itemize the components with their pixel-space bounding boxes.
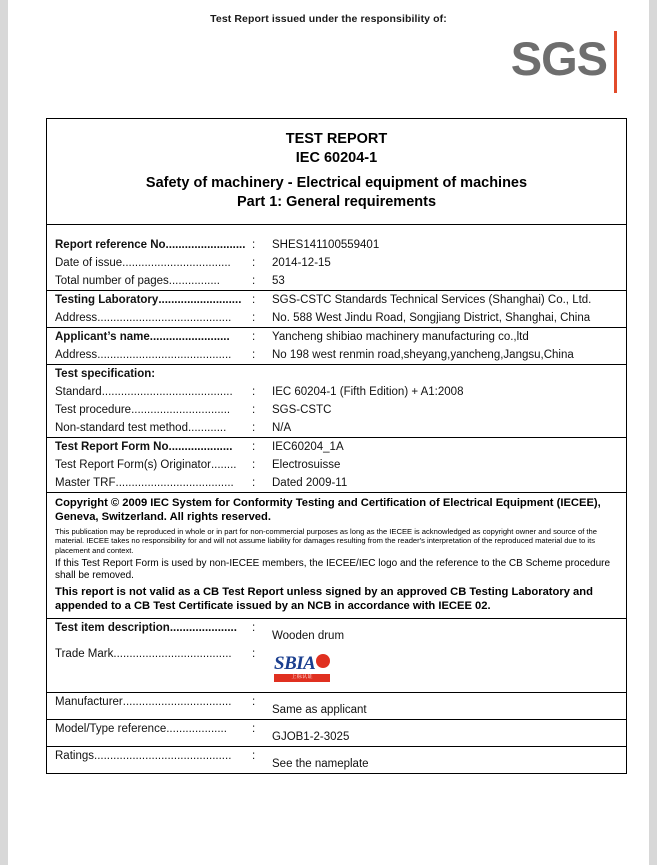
field-value-testing-laboratory: SGS-CSTC Standards Technical Services (Shanghai) Co., Ltd.: [272, 293, 592, 306]
field-row-report-reference: [47, 236, 626, 254]
sgs-logo: SGS: [510, 32, 607, 85]
field-colon: :: [252, 330, 256, 343]
field-value-test-item-description: Wooden drum: [272, 630, 345, 643]
field-colon: :: [252, 421, 256, 434]
report-standard-number: IEC 60204-1: [295, 149, 378, 166]
copyright-non-iecee-note: If this Test Report Form is used by non-IECEE members, the IECEE/IEC logo and the reference to the CB Scheme procedure shall be removed.: [55, 557, 611, 582]
field-value-report-reference: SHES141100559401: [272, 238, 380, 251]
field-row-manufacturer: [47, 693, 626, 720]
field-colon: :: [252, 238, 256, 251]
field-value-model-type: GJOB1-2-3025: [272, 731, 350, 744]
field-row-master-trf: [47, 474, 626, 492]
field-row-test-procedure: [47, 401, 626, 419]
field-value-total-pages: 53: [272, 274, 285, 287]
field-label-date-of-issue: Date of issue..................................: [55, 256, 231, 269]
field-value-applicant-name: Yancheng shibiao machinery manufacturing co.,ltd: [272, 330, 529, 343]
field-label-ratings: Ratings...........................................: [55, 750, 232, 763]
field-row-non-standard-test-method: [47, 419, 626, 437]
field-value-applicant-address: No 198 west renmin road,sheyang,yancheng,Jangsu,China: [272, 348, 574, 361]
field-value-test-report-form-originator: Electrosuisse: [272, 458, 341, 471]
field-label-total-pages: Total number of pages................: [55, 274, 220, 287]
copyright-heading: Copyright © 2009 IEC System for Conformity Testing and Certification of Electrical Equipment (IECEE), Geneva, Switzerland. All rights reserved.: [55, 496, 601, 523]
field-row-total-pages: [47, 272, 626, 290]
trade-mark-logo-container: [262, 648, 626, 686]
field-colon: :: [252, 723, 256, 736]
field-colon: :: [252, 696, 256, 709]
field-colon: :: [252, 348, 256, 361]
field-group-applicant: [47, 328, 626, 365]
field-colon: :: [252, 311, 256, 324]
spacer: [47, 225, 626, 236]
field-value-test-procedure: SGS-CSTC: [272, 403, 332, 416]
field-group-test-item: [47, 619, 626, 693]
field-group-test-specification: [47, 365, 626, 438]
field-label-master-trf: Master TRF.....................................: [55, 476, 234, 489]
field-colon: :: [252, 750, 256, 763]
field-row-testing-laboratory: [47, 291, 626, 309]
field-value-manufacturer: Same as applicant: [272, 704, 367, 717]
field-group-test-report-form: [47, 438, 626, 493]
field-colon: :: [252, 648, 256, 661]
field-label-laboratory-address: Address..........................................: [55, 311, 232, 324]
report-title: TEST REPORT: [285, 131, 388, 147]
field-value-non-standard-test-method: N/A: [272, 421, 292, 434]
field-row-standard: [47, 383, 626, 401]
sgs-logo-area: [8, 25, 649, 97]
field-value-master-trf: Dated 2009-11: [272, 476, 348, 489]
field-row-laboratory-address: [47, 309, 626, 327]
field-value-date-of-issue: 2014-12-15: [272, 256, 331, 269]
field-row-model-type-inner: [47, 720, 626, 746]
field-row-applicant-name: [47, 328, 626, 346]
sbia-logo-burst-icon: [316, 654, 330, 668]
field-row-test-report-form-no: [47, 438, 626, 456]
field-row-trade-mark: [47, 645, 626, 692]
report-subtitle: Safety of machinery - Electrical equipment of machines: [145, 175, 528, 192]
field-row-test-specification-header: [47, 365, 626, 383]
field-colon: :: [252, 293, 256, 306]
document-page: [8, 0, 649, 865]
field-label-non-standard-test-method: Non-standard test method............: [55, 421, 227, 434]
report-responsibility-line: Test Report issued under the responsibility of:: [210, 13, 447, 25]
field-label-report-reference: Report reference No.........................: [55, 238, 246, 251]
field-value-test-report-form-no: IEC60204_1A: [272, 440, 344, 453]
field-row-ratings-inner: [47, 747, 626, 773]
copyright-block: [47, 493, 626, 619]
field-colon: :: [252, 476, 256, 489]
field-label-test-procedure: Test procedure...............................: [55, 403, 231, 416]
field-label-test-specification: Test specification:: [55, 367, 156, 380]
field-group-testing-laboratory: [47, 291, 626, 328]
field-colon: :: [252, 256, 256, 269]
test-report-table: [46, 118, 627, 774]
field-row-model-type: [47, 720, 626, 747]
field-colon: :: [252, 622, 256, 635]
field-value-ratings: See the nameplate: [272, 758, 369, 771]
field-row-test-item-description: [47, 619, 626, 645]
field-row-applicant-address: [47, 346, 626, 364]
field-row-date-of-issue: [47, 254, 626, 272]
field-colon: :: [252, 274, 256, 287]
field-row-ratings: [47, 747, 626, 773]
field-colon: :: [252, 440, 256, 453]
sbia-logo: [272, 652, 334, 684]
field-label-test-report-form-originator: Test Report Form(s) Originator........: [55, 458, 237, 471]
field-row-test-report-form-originator: [47, 456, 626, 474]
field-colon: :: [252, 458, 256, 471]
copyright-validity-note: This report is not valid as a CB Test Report unless signed by an approved CB Testing Laboratory and appended to a CB Test Certificate issued by an NCB in accordance with IECEE 02.: [55, 586, 593, 613]
field-label-manufacturer: Manufacturer..................................: [55, 696, 232, 709]
field-label-test-report-form-no: Test Report Form No....................: [55, 440, 233, 453]
field-label-model-type: Model/Type reference...................: [55, 723, 227, 736]
field-label-applicant-name: Applicant’s name.........................: [55, 330, 230, 343]
field-label-standard: Standard.........................................: [55, 385, 233, 398]
field-label-trade-mark: Trade Mark.....................................: [55, 648, 232, 661]
sbia-logo-text: SBIA: [274, 653, 316, 675]
sbia-logo-subtext: 上标认证: [274, 674, 330, 682]
field-colon: :: [252, 385, 256, 398]
field-row-manufacturer-inner: [47, 693, 626, 719]
copyright-fine-print: This publication may be reproduced in whole or in part for non-commercial purposes as long as the IECEE is acknowledged as copyright owner and source of the material. IECEE takes no responsibility for and will not assume liability for damages resulting from the reader's interpretation of the reproduced material due to its placement and context.: [55, 526, 597, 555]
field-colon: :: [252, 403, 256, 416]
report-title-block: [47, 119, 626, 225]
field-label-applicant-address: Address..........................................: [55, 348, 232, 361]
field-label-testing-laboratory: Testing Laboratory..........................: [55, 293, 242, 306]
field-label-test-item-description: Test item description.....................: [55, 622, 237, 635]
sgs-logo-accent-bar: [614, 31, 617, 93]
field-group-report-info: [47, 236, 626, 291]
field-value-laboratory-address: No. 588 West Jindu Road, Songjiang District, Shanghai, China: [272, 311, 591, 324]
field-value-standard: IEC 60204-1 (Fifth Edition) + A1:2008: [272, 385, 464, 398]
report-subtitle-part: Part 1: General requirements: [236, 193, 437, 210]
